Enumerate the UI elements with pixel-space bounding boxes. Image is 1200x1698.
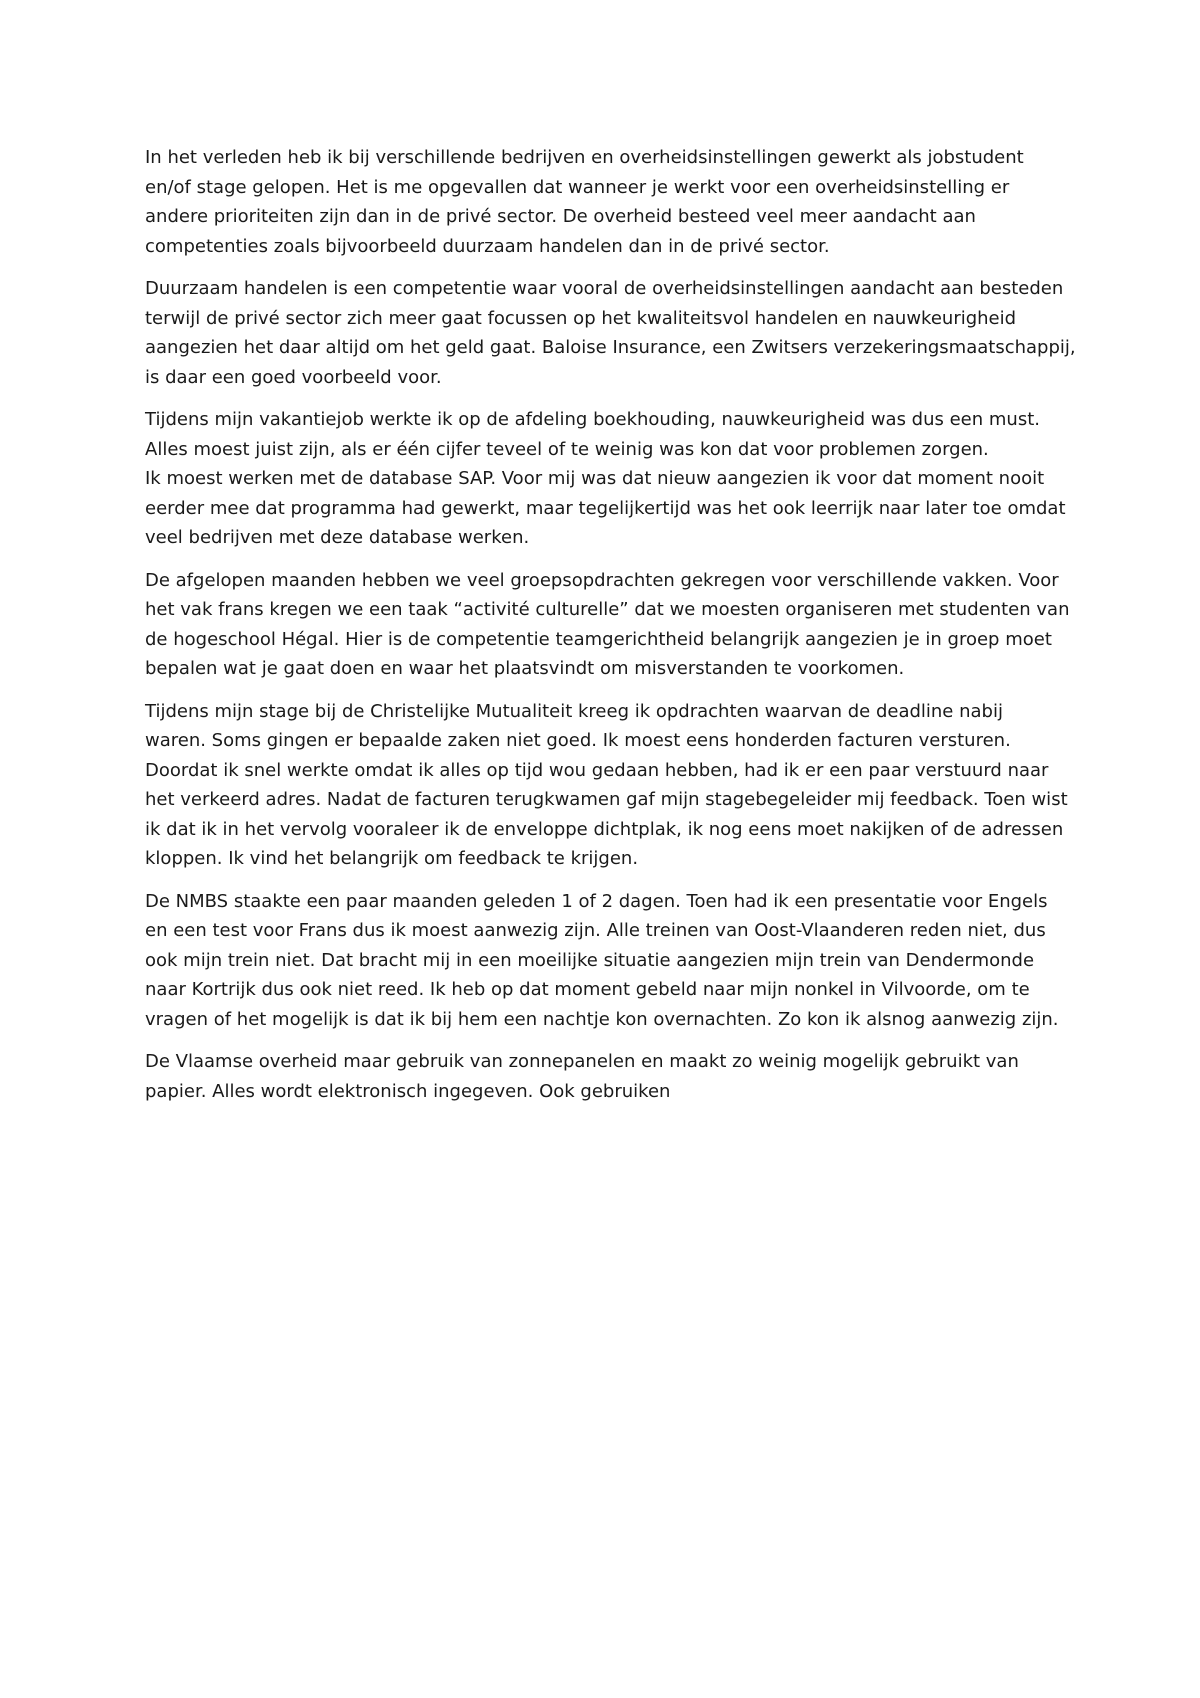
text-line: de hogeschool Hégal. Hier is de competentie teamgerichtheid belangrijk aangezien je in groep moet	[145, 628, 1052, 650]
text-line: De afgelopen maanden hebben we veel groepsopdrachten gekregen voor verschillende vakken. Voor	[145, 569, 1059, 591]
text-line: Tijdens mijn vakantiejob werkte ik op de afdeling boekhouding, nauwkeurigheid was dus een must.	[145, 409, 1040, 430]
text-line: bepalen wat je gaat doen en waar het plaatsvindt om misverstanden te voorkomen.	[145, 658, 905, 679]
paragraph-7	[145, 1047, 1065, 1106]
paragraph-4	[145, 566, 1070, 684]
text-line: Alles moest juist zijn, als er één cijfer teveel of te weinig was kon dat voor problemen zorgen.	[145, 438, 989, 460]
text-line: eerder mee dat programma had gewerkt, maar tegelijkertijd was het ook leerrijk naar later toe omdat	[145, 497, 1066, 519]
text-line: vragen of het mogelijk is dat ik bij hem een nachtje kon overnachten. Zo kon ik alsnog aanwezig zijn.	[145, 1008, 1059, 1030]
paragraph-2	[145, 274, 1076, 392]
text-line: en/of stage gelopen. Het is me opgevallen dat wanneer je werkt voor een overheidsinstelling er	[145, 176, 1010, 198]
text-line: veel bedrijven met deze database werken.	[145, 527, 530, 548]
text-line: De NMBS staakte een paar maanden geleden 1 of 2 dagen. Toen had ik een presentatie voor Engels	[145, 890, 1048, 912]
text-line: competenties zoals bijvoorbeeld duurzaam handelen dan in de privé sector.	[145, 235, 830, 257]
text-line: De Vlaamse overheid maar gebruik van zonnepanelen en maakt zo weinig mogelijk gebruikt van	[145, 1051, 1019, 1072]
text-line: kloppen. Ik vind het belangrijk om feedback te krijgen.	[145, 848, 639, 869]
text-line: waren. Soms gingen er bepaalde zaken niet goed. Ik moest eens honderden facturen versturen.	[145, 730, 1011, 751]
text-line: ook mijn trein niet. Dat bracht mij in een moeilijke situatie aangezien mijn trein van Dendermonde	[145, 949, 1035, 971]
text-line: het vak frans kregen we een taak “activité culturelle” dat we moesten organiseren met studenten van	[145, 599, 1070, 620]
text-line: papier. Alles wordt elektronisch ingegeven. Ook gebruiken	[145, 1080, 671, 1102]
text-line: terwijl de privé sector zich meer gaat focussen op het kwaliteitsvol handelen en nauwkeurigheid	[145, 307, 1017, 329]
text-line: Ik moest werken met de database SAP. Voor mij was dat nieuw aangezien ik voor dat moment nooit	[145, 468, 1045, 489]
text-line: aangezien het daar altijd om het geld gaat. Baloise Insurance, een Zwitsers verzekeringsmaatschappij,	[145, 337, 1076, 358]
text-line: Doordat ik snel werkte omdat ik alles op tijd wou gedaan hebben, had ik er een paar verstuurd naar	[145, 759, 1049, 781]
text-line: Duurzaam handelen is een competentie waar vooral de overheidsinstellingen aandacht aan besteden	[145, 278, 1064, 299]
paragraph-5	[145, 697, 1068, 874]
text-line: andere prioriteiten zijn dan in de privé sector. De overheid besteed veel meer aandacht aan	[145, 206, 976, 227]
paragraph-6	[145, 887, 1065, 1035]
text-line: ik dat ik in het vervolg vooraleer ik de enveloppe dichtplak, ik nog eens moet nakijken of de adressen	[145, 818, 1064, 840]
text-line: naar Kortrijk dus ook niet reed. Ik heb op dat moment gebeld naar mijn nonkel in Vilvoorde, om te	[145, 979, 1030, 1000]
paragraph-3	[145, 405, 1065, 553]
paragraph-1	[145, 143, 1065, 261]
text-line: en een test voor Frans dus ik moest aanwezig zijn. Alle treinen van Oost-Vlaanderen reden niet, dus	[145, 920, 1046, 941]
text-line: Tijdens mijn stage bij de Christelijke Mutualiteit kreeg ik opdrachten waarvan de deadline nabij	[145, 700, 1003, 722]
document-body	[145, 143, 1076, 1119]
text-line: is daar een goed voorbeeld voor.	[145, 366, 442, 388]
text-line: het verkeerd adres. Nadat de facturen terugkwamen gaf mijn stagebegeleider mij feedback. Toen wist	[145, 789, 1068, 810]
text-line: In het verleden heb ik bij verschillende bedrijven en overheidsinstellingen gewerkt als jobstudent	[145, 147, 1024, 168]
